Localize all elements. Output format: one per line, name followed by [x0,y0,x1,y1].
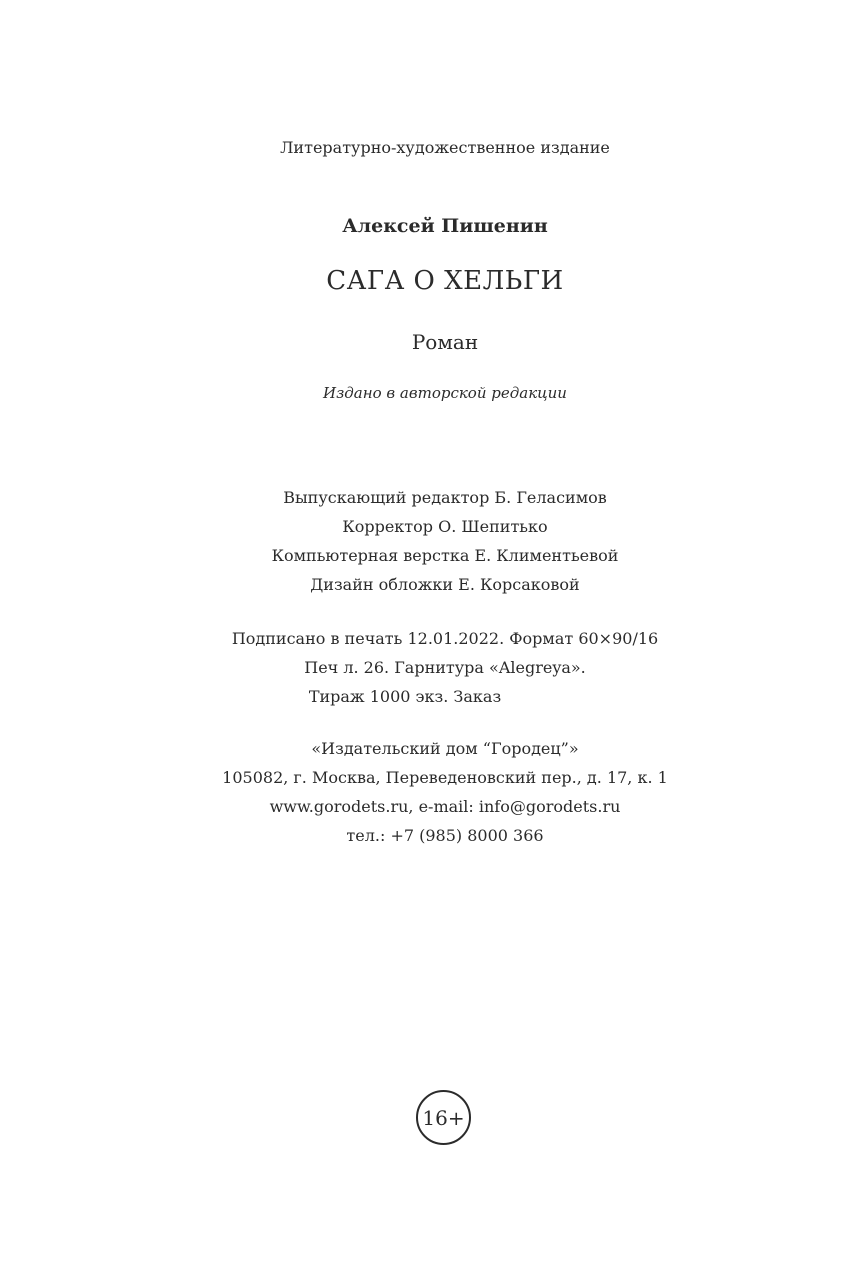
print-info-block [0,627,856,714]
print-info-line: Тираж 1000 экз. Заказ [308,687,502,706]
book-title: САГА О ХЕЛЬГИ [326,266,564,296]
credits-block [0,486,856,602]
publisher-block [0,737,856,853]
author-name: Алексей Пишенин [342,215,548,237]
print-info-line: Печ л. 26. Гарнитура «Alegreya». [304,658,586,677]
print-info-line: Подписано в печать 12.01.2022. Формат 60×90/16 [231,629,659,648]
publisher-address: 105082, г. Москва, Переведеновский пер., д. 17, к. 1 [222,768,668,787]
credit-line: Выпускающий редактор Б. Геласимов [283,488,607,507]
credit-line: Корректор О. Шепитько [342,517,548,536]
edition-note: Издано в авторской редакции [323,384,567,402]
edition-type: Литературно-художественное издание [280,138,610,157]
publisher-web: www.gorodets.ru, e-mail: info@gorodets.ru [269,797,621,816]
publisher-name: «Издательский дом “Городец”» [311,739,579,758]
age-rating-label: 16+ [422,1105,465,1130]
genre: Роман [411,330,479,354]
credit-line: Компьютерная верстка Е. Климентьевой [271,546,619,565]
credit-line: Дизайн обложки Е. Корсаковой [310,575,580,594]
publisher-phone: тел.: +7 (985) 8000 366 [346,826,544,845]
age-rating-badge [416,1090,471,1145]
